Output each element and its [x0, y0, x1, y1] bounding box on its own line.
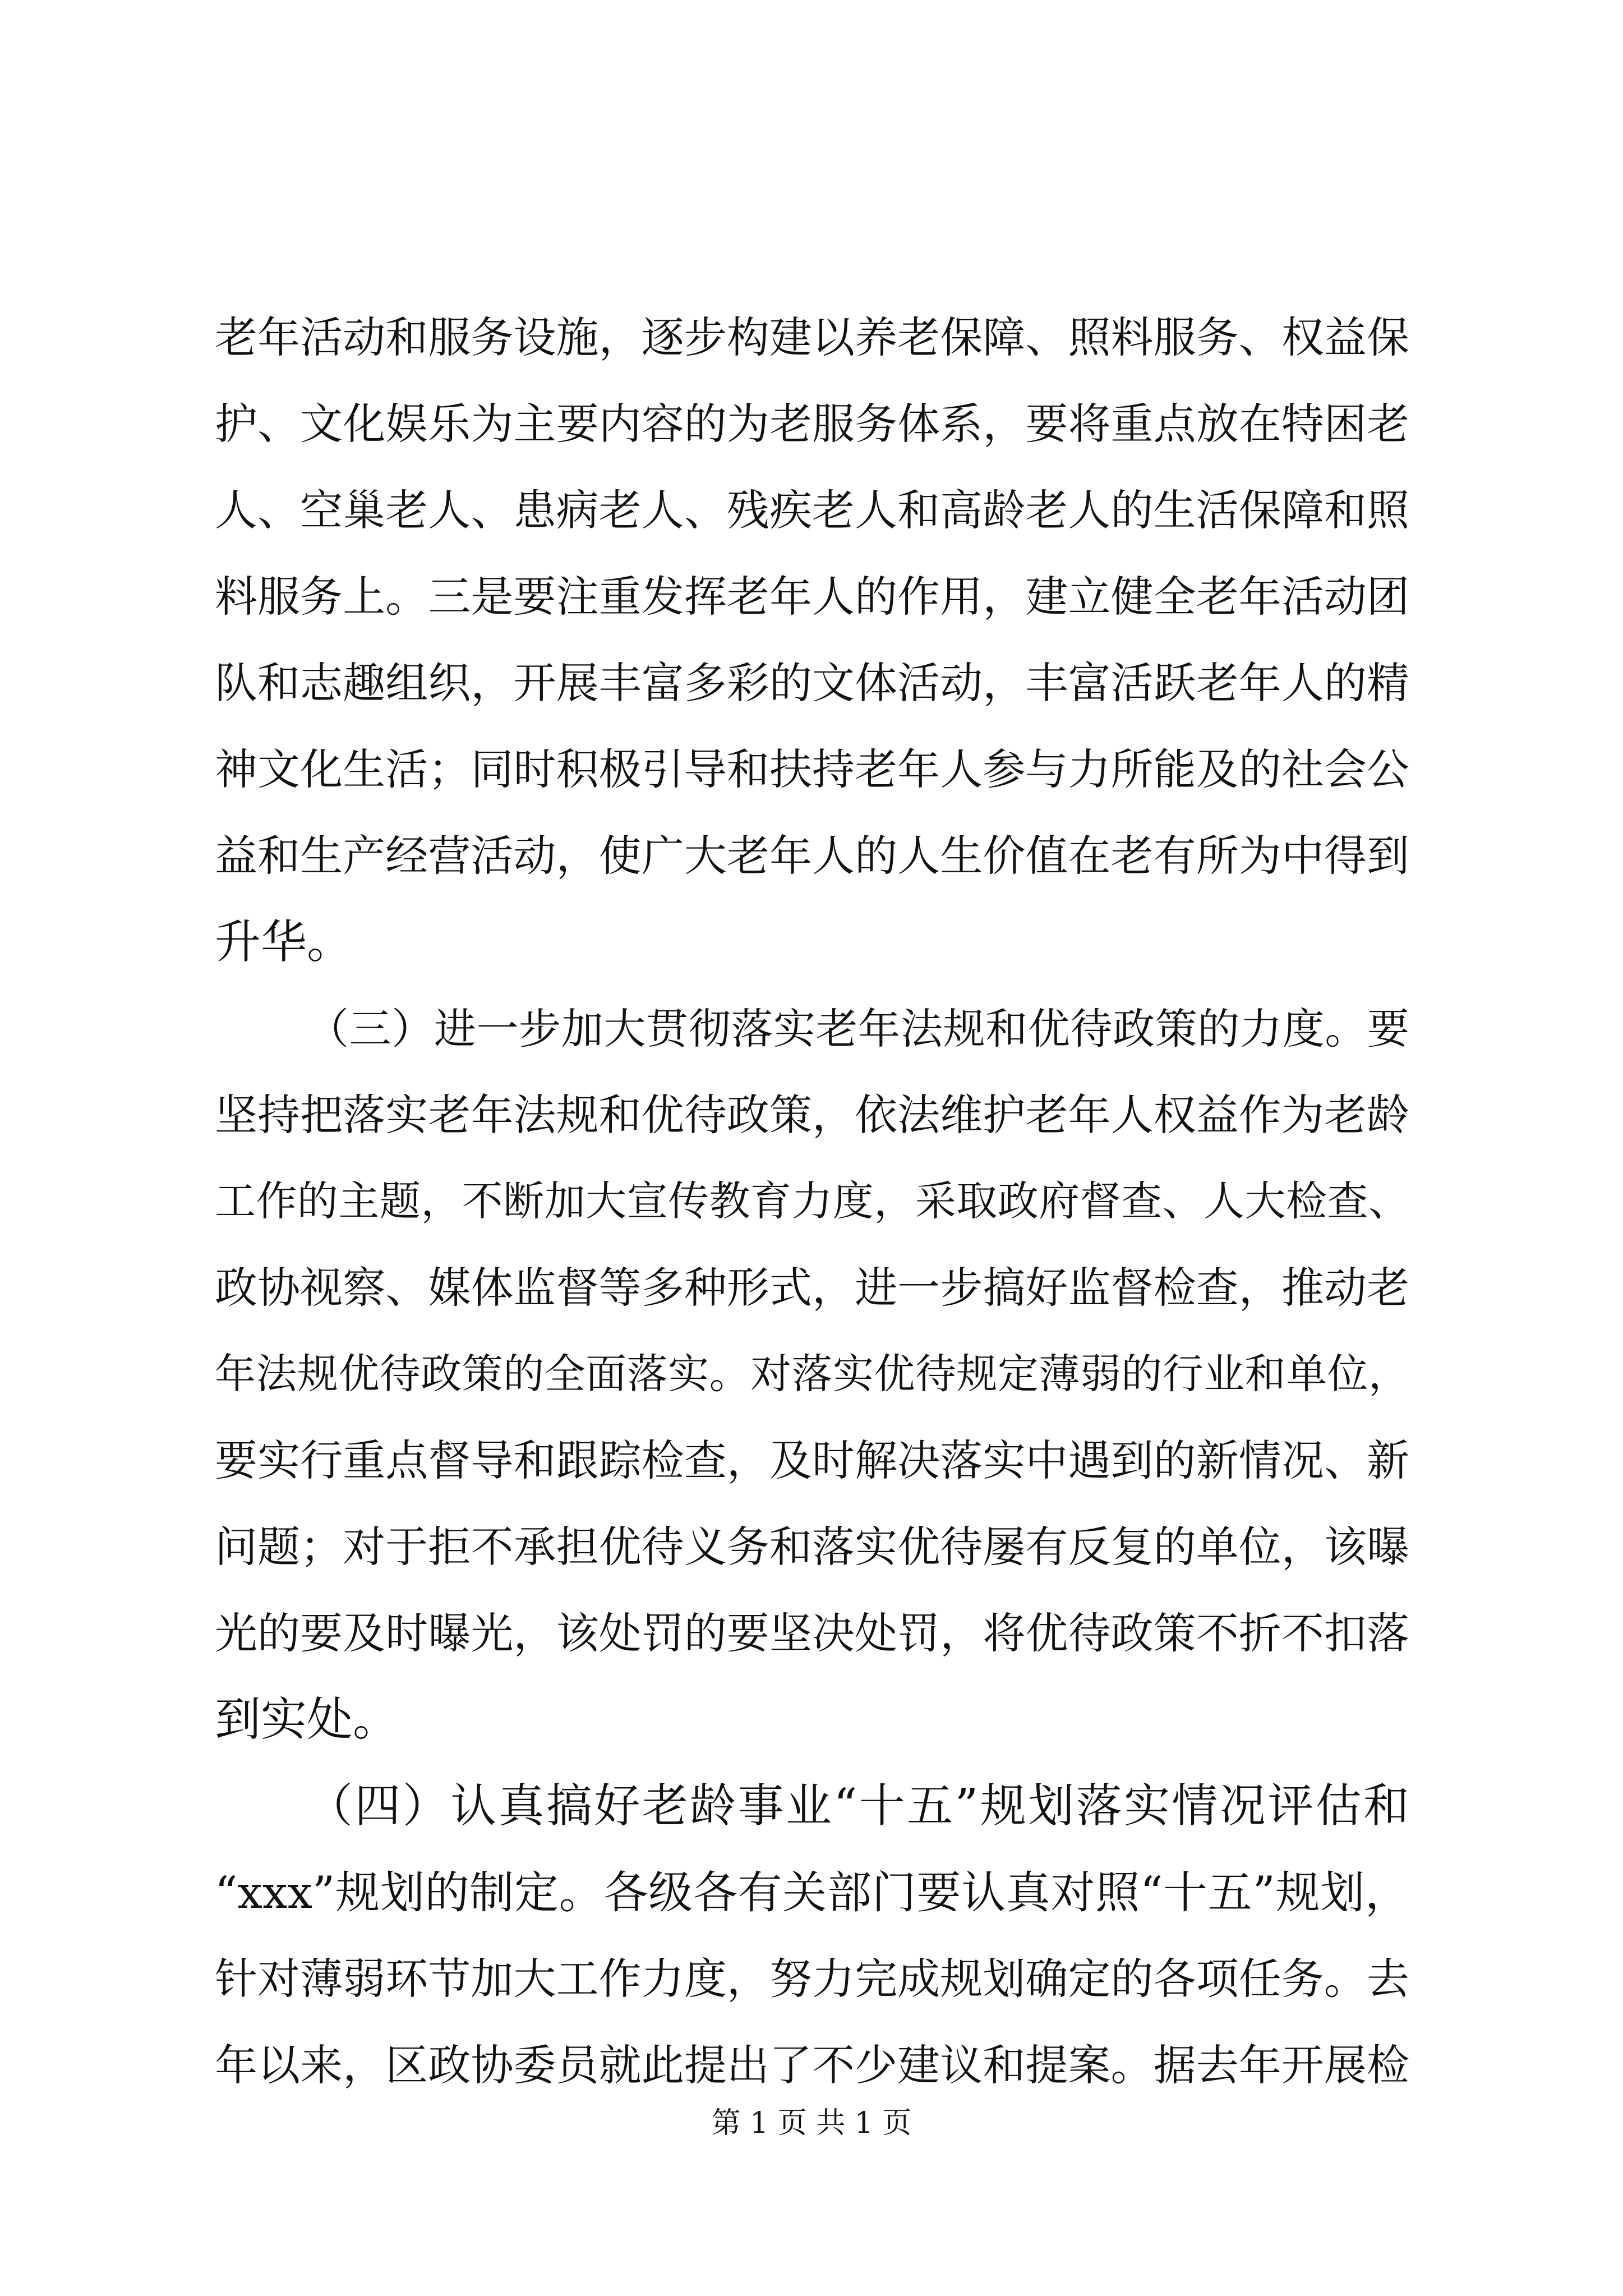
text-line: 光的要及时曝光，该处罚的要坚决处罚，将优待政策不折不扣落: [215, 1608, 1409, 1658]
text-line: “xxx”规划的制定。各级各有关部门要认真对照“十五”规划，: [215, 1867, 1409, 1918]
text-line: 到实处。: [215, 1693, 399, 1746]
text-line: 政协视察、媒体监督等多种形式，进一步搞好监督检查，推动老: [215, 1263, 1409, 1313]
section-heading-line: （四）认真搞好老龄事业“十五”规划落实情况评估和: [307, 1779, 1409, 1833]
text-line: 护、文化娱乐为主要内容的为老服务体系，要将重点放在特困老: [215, 399, 1409, 449]
text-line: 益和生产经营活动，使广大老年人的人生价值在老有所为中得到: [215, 831, 1409, 881]
text-line: 料服务上。三是要注重发挥老年人的作用，建立健全老年活动团: [215, 572, 1409, 622]
text-line: 坚持把落实老年法规和优待政策，依法维护老年人权益作为老龄: [215, 1090, 1409, 1140]
text-line: 队和志趣组织，开展丰富多彩的文体活动，丰富活跃老年人的精: [215, 658, 1409, 708]
text-line: 年法规优待政策的全面落实。对落实优待规定薄弱的行业和单位，: [215, 1350, 1409, 1398]
text-line: 要实行重点督导和跟踪检查，及时解决落实中遇到的新情况、新: [215, 1435, 1409, 1485]
section-heading-line: （三）进一步加大贯彻落实老年法规和优待政策的力度。要: [307, 1004, 1409, 1053]
document-body: [215, 295, 1409, 2109]
page-number-footer: 第 1 页 共 1 页: [711, 2106, 912, 2140]
text-line: 针对薄弱环节加大工作力度，努力完成规划确定的各项任务。去: [215, 1954, 1409, 2004]
text-line: 年以来，区政协委员就此提出了不少建议和提案。据去年开展检: [215, 2040, 1409, 2090]
text-line: 工作的主题，不断加大宣传教育力度，采取政府督查、人大检查、: [215, 1177, 1409, 1225]
text-line: 人、空巢老人、患病老人、残疾老人和高龄老人的生活保障和照: [215, 485, 1409, 535]
text-line: 老年活动和服务设施，逐步构建以养老保障、照料服务、权益保: [215, 312, 1409, 362]
text-line: 神文化生活；同时积极引导和扶持老年人参与力所能及的社会公: [215, 744, 1409, 794]
text-line: 升华。: [215, 915, 353, 969]
text-line: 问题；对于拒不承担优待义务和落实优待屡有反复的单位，该曝: [215, 1522, 1409, 1572]
